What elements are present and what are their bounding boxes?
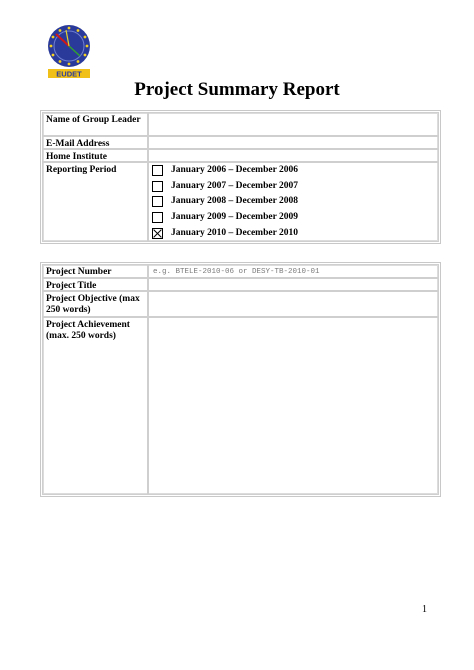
period-option-label: January 2006 – December 2006	[171, 165, 299, 175]
eudet-logo	[44, 24, 94, 80]
reporting-period-label: Reporting Period	[42, 162, 148, 242]
checkbox[interactable]	[152, 181, 163, 192]
email-label: E-Mail Address	[42, 136, 148, 149]
page-number: 1	[422, 604, 427, 615]
period-option-2009[interactable]	[152, 210, 298, 224]
svg-text:EUDET: EUDET	[56, 69, 82, 79]
period-option-2007[interactable]	[152, 179, 298, 193]
home-institute-label: Home Institute	[42, 149, 148, 162]
period-option-label: January 2009 – December 2009	[171, 212, 299, 222]
period-option-2010[interactable]	[152, 226, 298, 240]
group-leader-label: Name of Group Leader	[42, 112, 148, 136]
period-option-2008[interactable]	[152, 194, 298, 208]
project-title-field[interactable]	[148, 278, 439, 291]
period-option-label: January 2007 – December 2007	[171, 181, 299, 191]
period-option-label: January 2008 – December 2008	[171, 196, 299, 206]
page-title: Project Summary Report	[134, 79, 340, 100]
project-objective-label: Project Objective (max 250 words)	[42, 291, 148, 317]
period-option-label: January 2010 – December 2010	[171, 228, 299, 238]
group-leader-field[interactable]	[148, 112, 439, 136]
project-achievement-field[interactable]	[148, 317, 439, 495]
project-achievement-label: Project Achievement (max. 250 words)	[42, 317, 148, 495]
checkbox[interactable]	[152, 165, 163, 176]
project-title-label: Project Title	[42, 278, 148, 291]
home-institute-field[interactable]	[148, 149, 439, 162]
checkbox[interactable]	[152, 212, 163, 223]
checked-checkbox[interactable]	[152, 228, 163, 239]
project-number-label: Project Number	[42, 264, 148, 278]
email-field[interactable]	[148, 136, 439, 149]
checkbox[interactable]	[152, 196, 163, 207]
project-number-field[interactable]: e.g. BTELE-2010-06 or DESY-TB-2010-01	[148, 264, 439, 278]
period-option-2006[interactable]	[152, 163, 298, 177]
project-objective-field[interactable]	[148, 291, 439, 317]
